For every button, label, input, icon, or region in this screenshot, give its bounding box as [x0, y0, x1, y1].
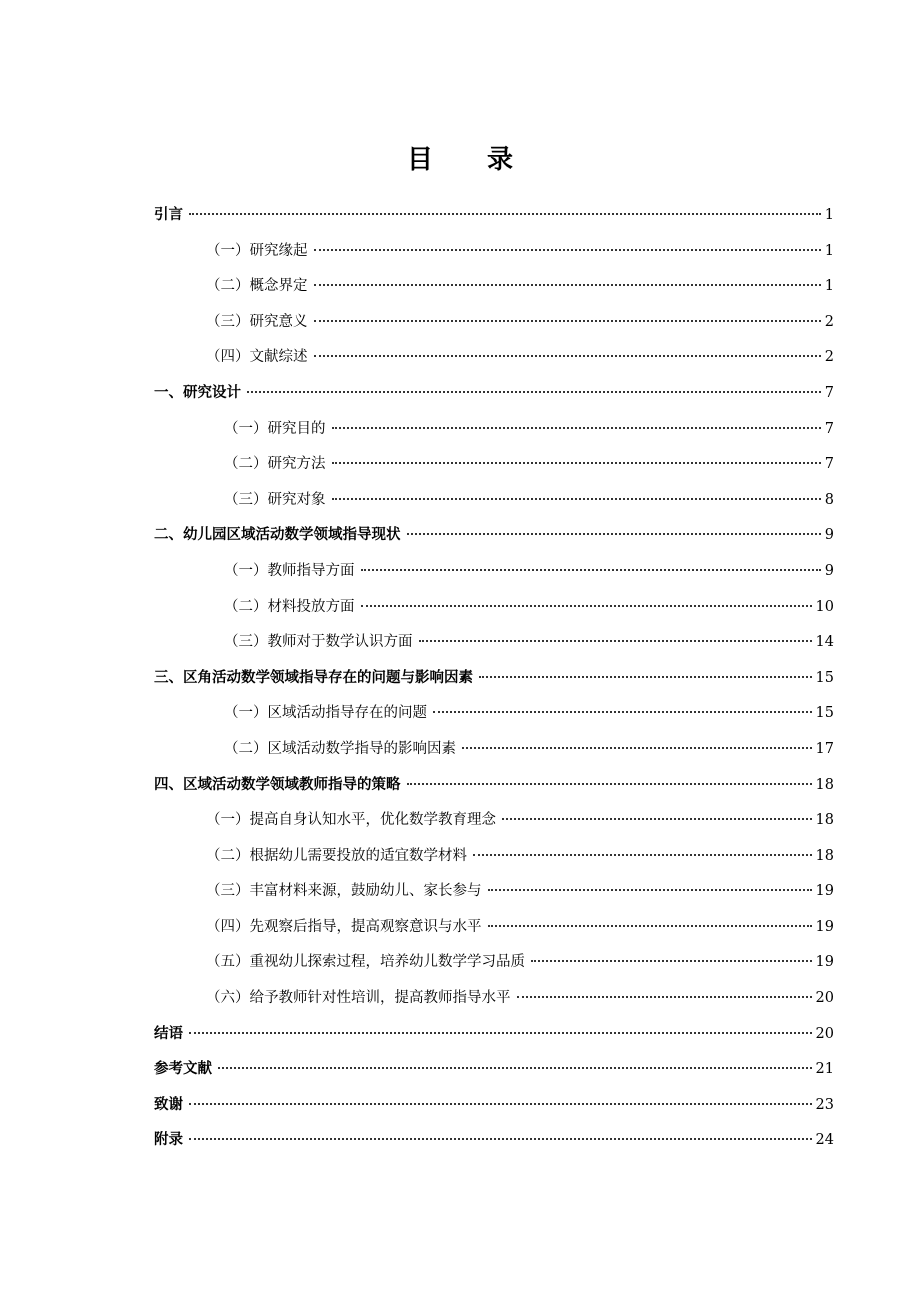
toc-entry[interactable]: [154, 239, 834, 275]
dot-leader: [488, 925, 812, 927]
dot-leader: [314, 284, 821, 286]
toc-entry-page-number: 23: [815, 1096, 834, 1113]
toc-entry-label: 结语: [154, 1025, 183, 1042]
toc-entry[interactable]: [154, 915, 834, 951]
toc-entry-label: （三）教师对于数学认识方面: [224, 634, 413, 651]
toc-entry[interactable]: [154, 1057, 834, 1093]
page-title: [0, 140, 920, 180]
toc-entry-page-number: 10: [815, 598, 834, 615]
toc-entry[interactable]: [154, 559, 834, 595]
dot-leader: [218, 1067, 812, 1069]
toc-entry-label: （一）研究缘起: [206, 242, 308, 259]
toc-entry-page-number: 20: [815, 1025, 834, 1042]
table-of-contents: [154, 203, 834, 1164]
dot-leader: [517, 996, 812, 998]
toc-entry[interactable]: [154, 274, 834, 310]
dot-leader: [314, 249, 821, 251]
dot-leader: [189, 213, 821, 215]
toc-entry[interactable]: [154, 1093, 834, 1129]
dot-leader: [473, 854, 812, 856]
title-char-1: 目: [406, 145, 433, 175]
toc-entry-page-number: 7: [824, 456, 834, 473]
toc-entry-label: 二、幼儿园区域活动数学领域指导现状: [154, 527, 401, 544]
toc-entry-label: （一）教师指导方面: [224, 562, 355, 579]
dot-leader: [332, 427, 821, 429]
toc-entry-label: （一）提高自身认知水平，优化数学教育理念: [206, 812, 496, 829]
toc-entry[interactable]: [154, 310, 834, 346]
dot-leader: [462, 747, 812, 749]
toc-entry[interactable]: [154, 986, 834, 1022]
toc-entry-page-number: 18: [815, 776, 834, 793]
toc-entry-page-number: 1: [824, 278, 834, 295]
dot-leader: [433, 711, 812, 713]
toc-entry-label: （三）研究对象: [224, 491, 326, 508]
toc-entry[interactable]: [154, 879, 834, 915]
toc-entry[interactable]: [154, 381, 834, 417]
toc-entry-label: （二）概念界定: [206, 278, 308, 295]
dot-leader: [502, 818, 812, 820]
toc-entry-label: （六）给予教师针对性培训，提高教师指导水平: [206, 990, 511, 1007]
toc-entry-page-number: 9: [824, 527, 834, 544]
toc-entry-label: （三）研究意义: [206, 313, 308, 330]
toc-entry[interactable]: [154, 523, 834, 559]
dot-leader: [332, 498, 821, 500]
toc-entry-label: 附录: [154, 1132, 183, 1149]
toc-entry-page-number: 15: [815, 705, 834, 722]
dot-leader: [407, 533, 821, 535]
toc-entry-page-number: 15: [815, 669, 834, 686]
dot-leader: [407, 783, 812, 785]
toc-entry-label: （一）研究目的: [224, 420, 326, 437]
toc-entry-page-number: 7: [824, 384, 834, 401]
toc-entry[interactable]: [154, 488, 834, 524]
toc-entry[interactable]: [154, 844, 834, 880]
toc-entry-page-number: 2: [824, 349, 834, 366]
title-char-2: 录: [487, 145, 514, 175]
toc-entry-page-number: 2: [824, 313, 834, 330]
toc-entry-page-number: 18: [815, 847, 834, 864]
toc-entry-page-number: 8: [824, 491, 834, 508]
dot-leader: [189, 1032, 812, 1034]
dot-leader: [314, 355, 821, 357]
toc-entry-page-number: 20: [815, 990, 834, 1007]
toc-entry[interactable]: [154, 701, 834, 737]
dot-leader: [189, 1103, 812, 1105]
dot-leader: [479, 676, 812, 678]
toc-entry-label: 致谢: [154, 1096, 183, 1113]
toc-entry-label: （二）根据幼儿需要投放的适宜数学材料: [206, 847, 467, 864]
toc-entry-page-number: 14: [815, 634, 834, 651]
toc-entry[interactable]: [154, 1128, 834, 1164]
toc-entry-label: （三）丰富材料来源，鼓励幼儿、家长参与: [206, 883, 482, 900]
toc-entry[interactable]: [154, 737, 834, 773]
dot-leader: [247, 391, 821, 393]
toc-entry-page-number: 7: [824, 420, 834, 437]
toc-entry[interactable]: [154, 630, 834, 666]
dot-leader: [531, 960, 812, 962]
toc-entry-page-number: 1: [824, 207, 834, 223]
dot-leader: [361, 569, 821, 571]
dot-leader: [361, 605, 812, 607]
toc-entry-page-number: 19: [815, 918, 834, 935]
toc-entry[interactable]: [154, 345, 834, 381]
dot-leader: [419, 640, 812, 642]
dot-leader: [314, 320, 821, 322]
toc-entry[interactable]: [154, 1022, 834, 1058]
toc-entry[interactable]: [154, 950, 834, 986]
toc-entry-label: 参考文献: [154, 1061, 212, 1078]
toc-entry-label: （四）文献综述: [206, 349, 308, 366]
toc-entry-label: （二）材料投放方面: [224, 598, 355, 615]
toc-entry-label: （一）区域活动指导存在的问题: [224, 705, 427, 722]
toc-entry-label: 四、区域活动数学领域教师指导的策略: [154, 776, 401, 793]
toc-entry[interactable]: [154, 666, 834, 702]
dot-leader: [332, 462, 821, 464]
toc-entry[interactable]: [154, 808, 834, 844]
toc-entry[interactable]: [154, 452, 834, 488]
toc-entry-label: （五）重视幼儿探索过程，培养幼儿数学学习品质: [206, 954, 525, 971]
toc-entry-label: （四）先观察后指导，提高观察意识与水平: [206, 918, 482, 935]
toc-entry-page-number: 1: [824, 242, 834, 259]
toc-entry-page-number: 19: [815, 954, 834, 971]
toc-entry-page-number: 21: [815, 1061, 834, 1078]
toc-entry-page-number: 24: [815, 1132, 834, 1149]
dot-leader: [488, 889, 812, 891]
toc-entry[interactable]: [154, 417, 834, 453]
toc-entry-label: 三、区角活动数学领域指导存在的问题与影响因素: [154, 669, 473, 686]
toc-entry-label: （二）研究方法: [224, 456, 326, 473]
toc-entry-label: （二）区域活动数学指导的影响因素: [224, 740, 456, 757]
toc-entry-label: 引言: [154, 207, 183, 223]
toc-entry-page-number: 9: [824, 562, 834, 579]
toc-entry[interactable]: [154, 773, 834, 809]
toc-entry-page-number: 17: [815, 740, 834, 757]
toc-entry-page-number: 18: [815, 812, 834, 829]
toc-entry-label: 一、研究设计: [154, 384, 241, 401]
toc-entry[interactable]: [154, 595, 834, 631]
toc-entry-page-number: 19: [815, 883, 834, 900]
toc-entry[interactable]: [154, 203, 834, 239]
dot-leader: [189, 1138, 812, 1140]
